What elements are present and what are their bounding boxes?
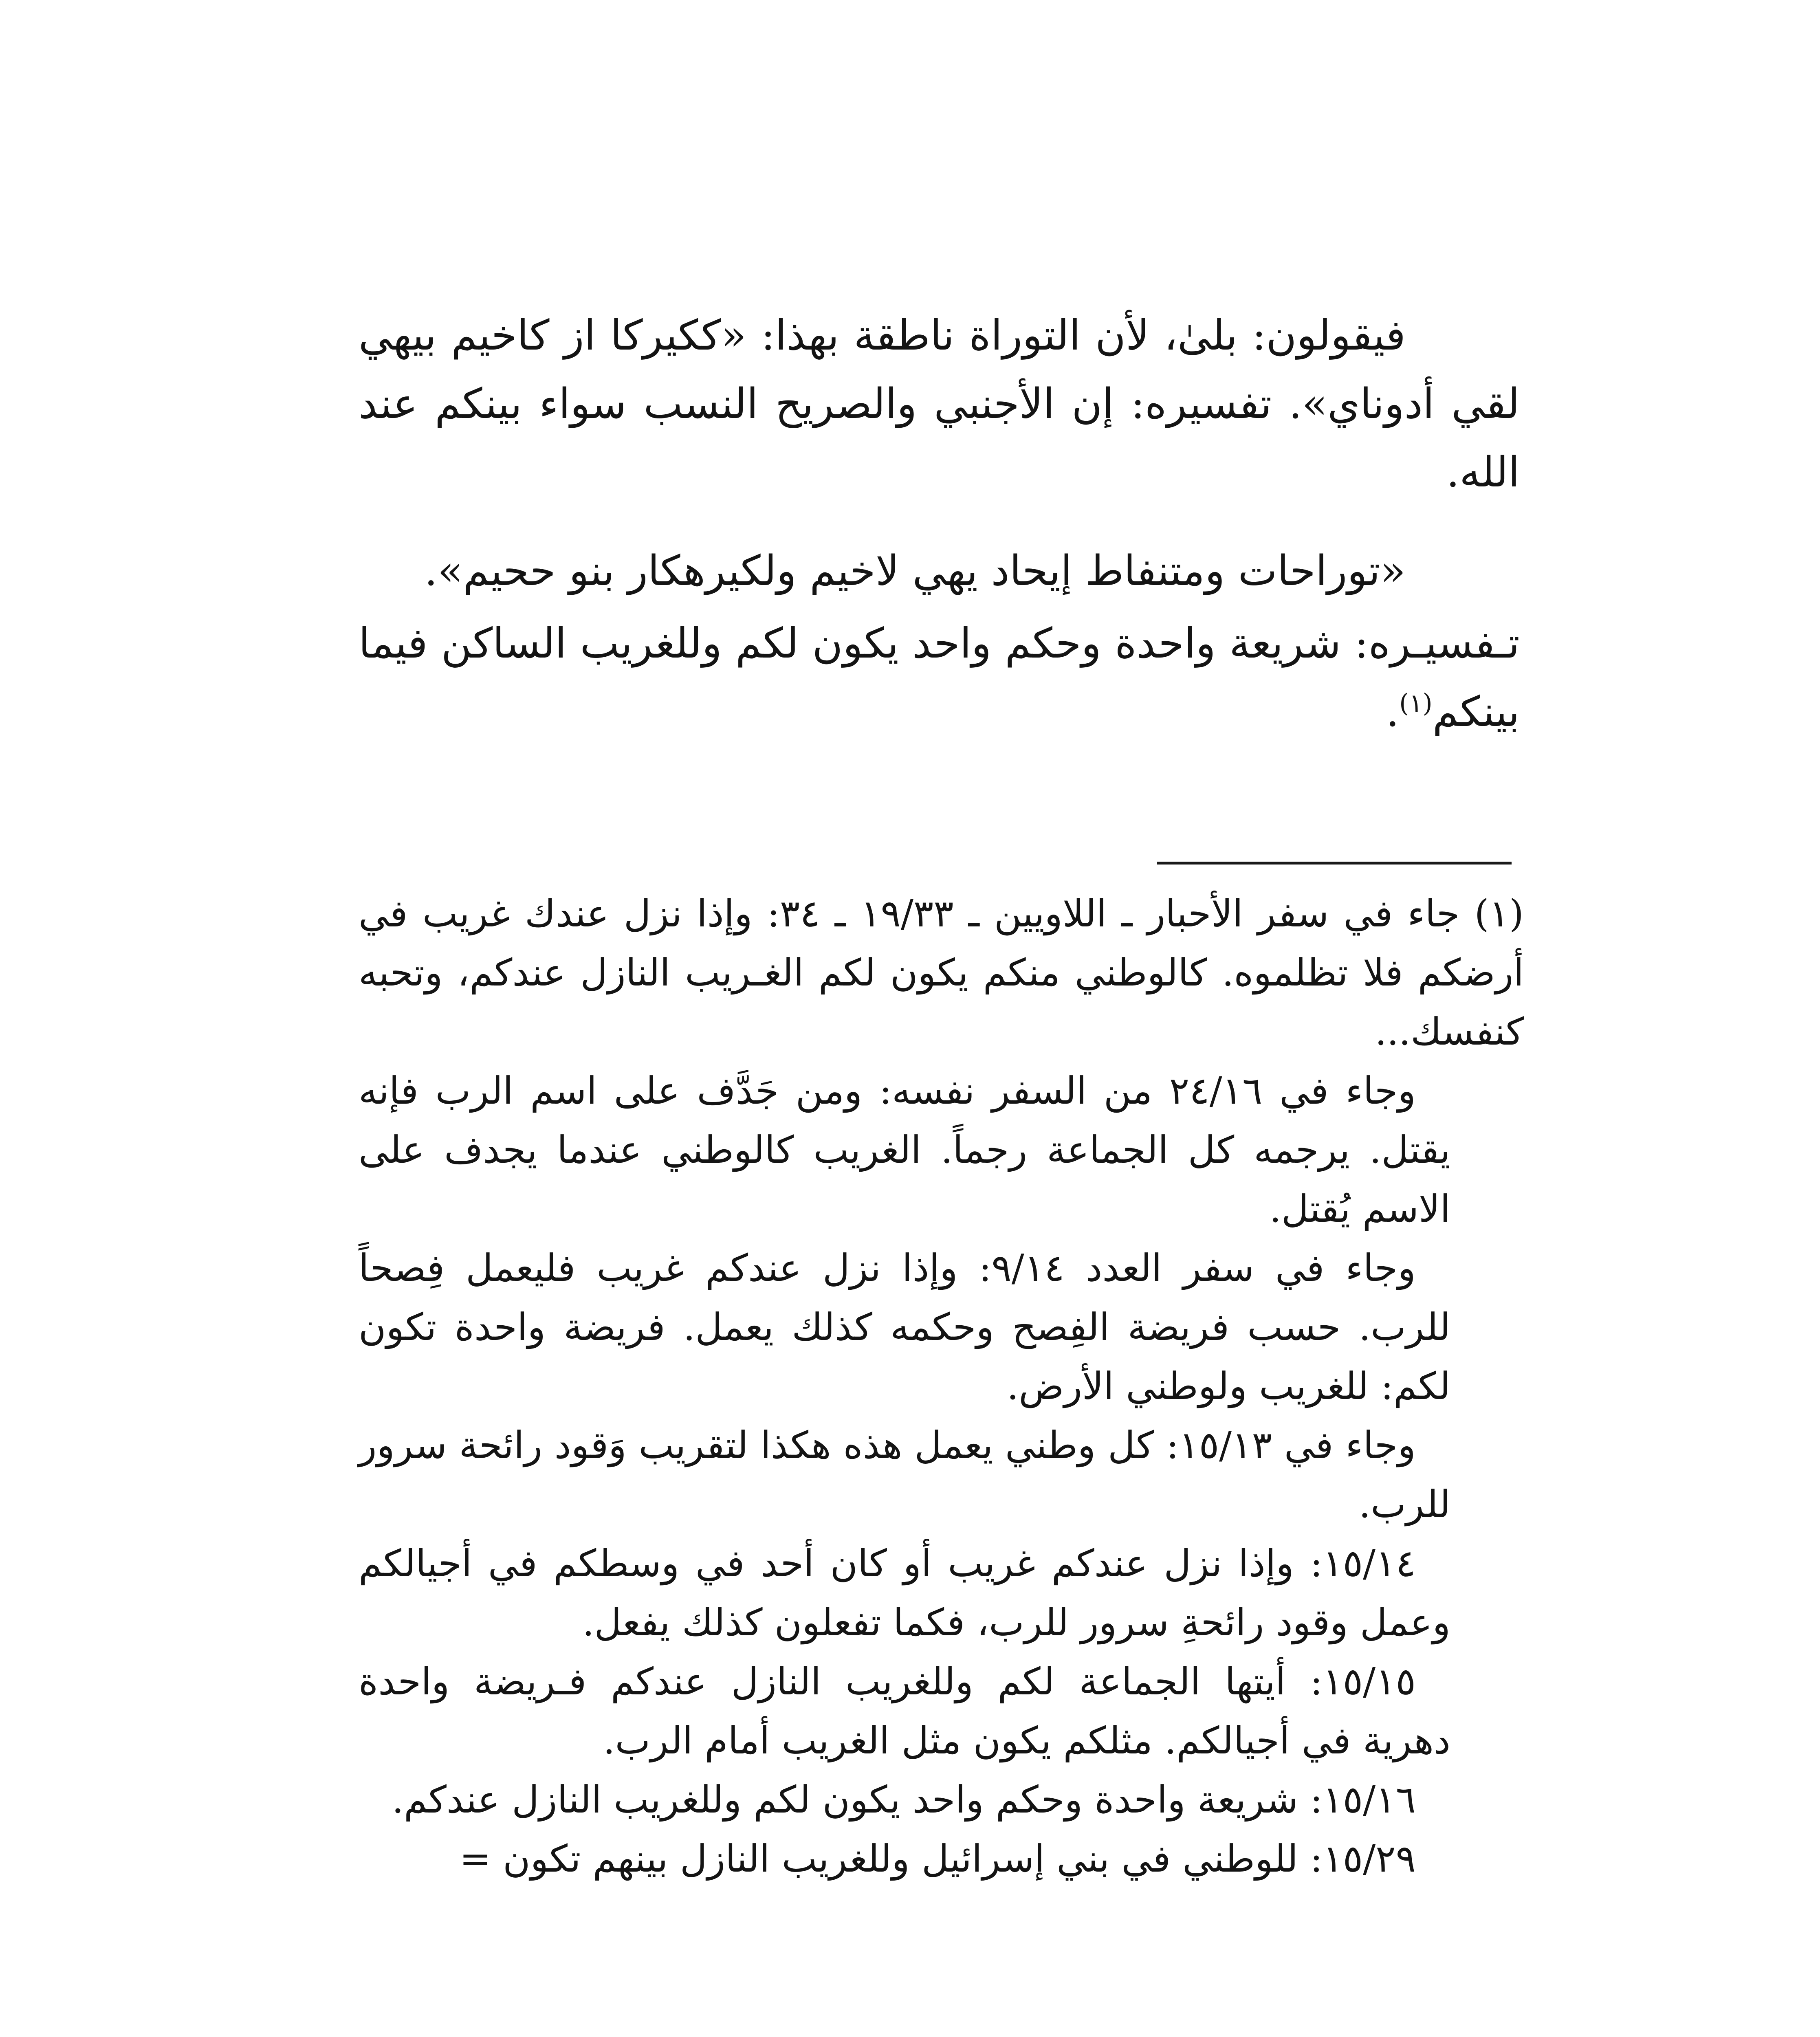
footnote-paragraph-15-16: ١٥/١٦: شريعة واحدة وحكم واحد يكون لكم وللغريب النازل عندكم. (392, 1778, 1416, 1821)
main-paragraph-3 (359, 609, 1520, 746)
footnote-paragraph-15-29: ١٥/٢٩: للوطني في بني إسرائيل وللغريب النازل بينهم تكون = (459, 1837, 1416, 1881)
sentence-end: . (1386, 688, 1400, 736)
footnote-1: (١) جاء في سفر الأحبار ـ اللاويين ـ ١٩/٣٣ ـ ٣٤: وإذا نزل عندك غريب في أرضكم فلا تظلموه. كالوطني منكم يكون لكم الغـريب النازل عندكم، وتحبه كنفسك... (359, 892, 1524, 1054)
main-paragraph-1: فيقولون: بلىٰ، لأن التوراة ناطقة بهذا: «ككيركا از كاخيم بيهي لقي أدوناي». تفسيره: إن الأجنبي والصريح النسب سواء بينكم عند الله. (359, 311, 1520, 497)
footnote-paragraph-leviticus-24-16: وجاء في ٢٤/١٦ من السفر نفسه: ومن جَدَّف على اسم الرب فإنه يقتل. يرجمه كل الجماعة رجماً. الغريب كالوطني عندما يجدف على الاسم يُقتل. (359, 1069, 1450, 1231)
main-paragraph-3-text: تـفسيـره: شريعة واحدة وحكم واحد يكون لكم وللغريب الساكن فيما بينكم (359, 619, 1520, 736)
main-text-block (359, 301, 1520, 746)
main-paragraph-2: «توراحات ومتنفاط إيحاد يهي لاخيم ولكيرهكار بنو ححيم». (424, 547, 1406, 595)
footnotes-block (359, 884, 1524, 1888)
footnote-paragraph-15-14: ١٥/١٤: وإذا نزل عندكم غريب أو كان أحد في وسطكم في أجيالكم وعمل وقود رائحةِ سرور للرب، فكما تفعلون كذلك يفعل. (359, 1542, 1450, 1644)
footnote-separator-rule (1157, 862, 1512, 865)
footnote-paragraph-15-13: وجاء في ١٥/١٣: كل وطني يعمل هذه هكذا لتقريب وَقود رائحة سرور للرب. (359, 1423, 1450, 1526)
footnote-paragraph-numbers-9-14: وجاء في سفر العدد ٩/١٤: وإذا نزل عندكم غريب فليعمل فِصحاً للرب. حسب فريضة الفِصح وحكمه كذلك يعمل. فريضة واحدة تكون لكم: للغريب ولوطني الأرض. (359, 1246, 1450, 1408)
footnote-paragraph-15-15: ١٥/١٥: أيتها الجماعة لكم وللغريب النازل عندكم فـريضة واحدة دهرية في أجيالكم. مثلكم يكون مثل الغريب أمام الرب. (359, 1660, 1450, 1762)
footnote-reference[interactable]: (١) (1399, 688, 1433, 718)
